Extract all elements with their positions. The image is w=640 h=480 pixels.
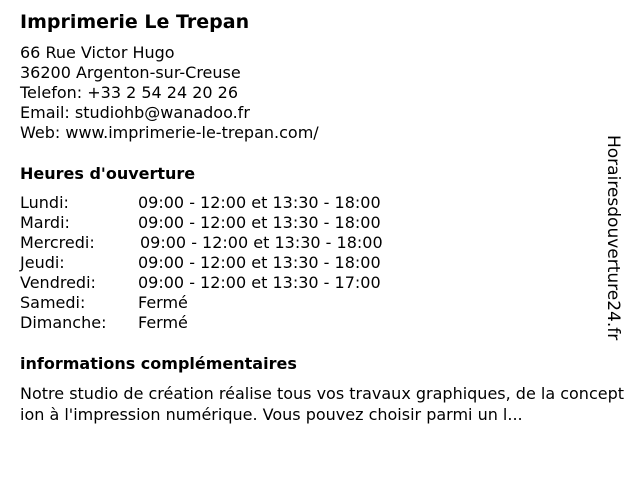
hours-row-friday xyxy=(20,273,383,293)
day-hours: 09:00 - 12:00 et 13:30 - 18:00 xyxy=(138,193,381,212)
hours-row-saturday xyxy=(20,293,383,313)
street-line: 66 Rue Victor Hugo xyxy=(20,43,175,62)
day-label: Mardi: xyxy=(20,213,70,232)
day-label: Mercredi: xyxy=(20,233,95,252)
day-hours: 09:00 - 12:00 et 13:30 - 18:00 xyxy=(140,233,383,252)
day-label: Vendredi: xyxy=(20,273,96,292)
city-line: 36200 Argenton-sur-Creuse xyxy=(20,63,241,82)
hours-table xyxy=(20,193,383,333)
web-line: Web: www.imprimerie-le-trepan.com/ xyxy=(20,123,319,142)
day-hours: 09:00 - 12:00 et 13:30 - 18:00 xyxy=(138,213,381,232)
info-heading: informations complémentaires xyxy=(20,354,297,373)
hours-row-tuesday xyxy=(20,213,383,233)
day-label: Lundi: xyxy=(20,193,69,212)
business-title: Imprimerie Le Trepan xyxy=(20,11,250,33)
day-label: Jeudi: xyxy=(20,253,65,272)
site-watermark: Horairesdouverture24.fr xyxy=(603,135,623,341)
day-label: Samedi: xyxy=(20,293,86,312)
day-label: Dimanche: xyxy=(20,313,107,332)
day-hours: Fermé xyxy=(138,293,188,312)
hours-row-sunday xyxy=(20,313,383,333)
hours-row-wednesday xyxy=(20,233,383,253)
day-hours: 09:00 - 12:00 et 13:30 - 18:00 xyxy=(138,253,381,272)
phone-line: Telefon: +33 2 54 24 20 26 xyxy=(20,83,239,102)
hours-heading: Heures d'ouverture xyxy=(20,164,196,183)
email-line: Email: studiohb@wanadoo.fr xyxy=(20,103,250,122)
address-block xyxy=(20,43,319,143)
hours-row-monday xyxy=(20,193,383,213)
hours-row-thursday xyxy=(20,253,383,273)
day-hours: 09:00 - 12:00 et 13:30 - 17:00 xyxy=(138,273,381,292)
day-hours: Fermé xyxy=(138,313,188,332)
info-description: Notre studio de création réalise tous vos travaux graphiques, de la conception à l'impression numérique. Vous pouvez choisir parmi un l... xyxy=(20,384,625,424)
